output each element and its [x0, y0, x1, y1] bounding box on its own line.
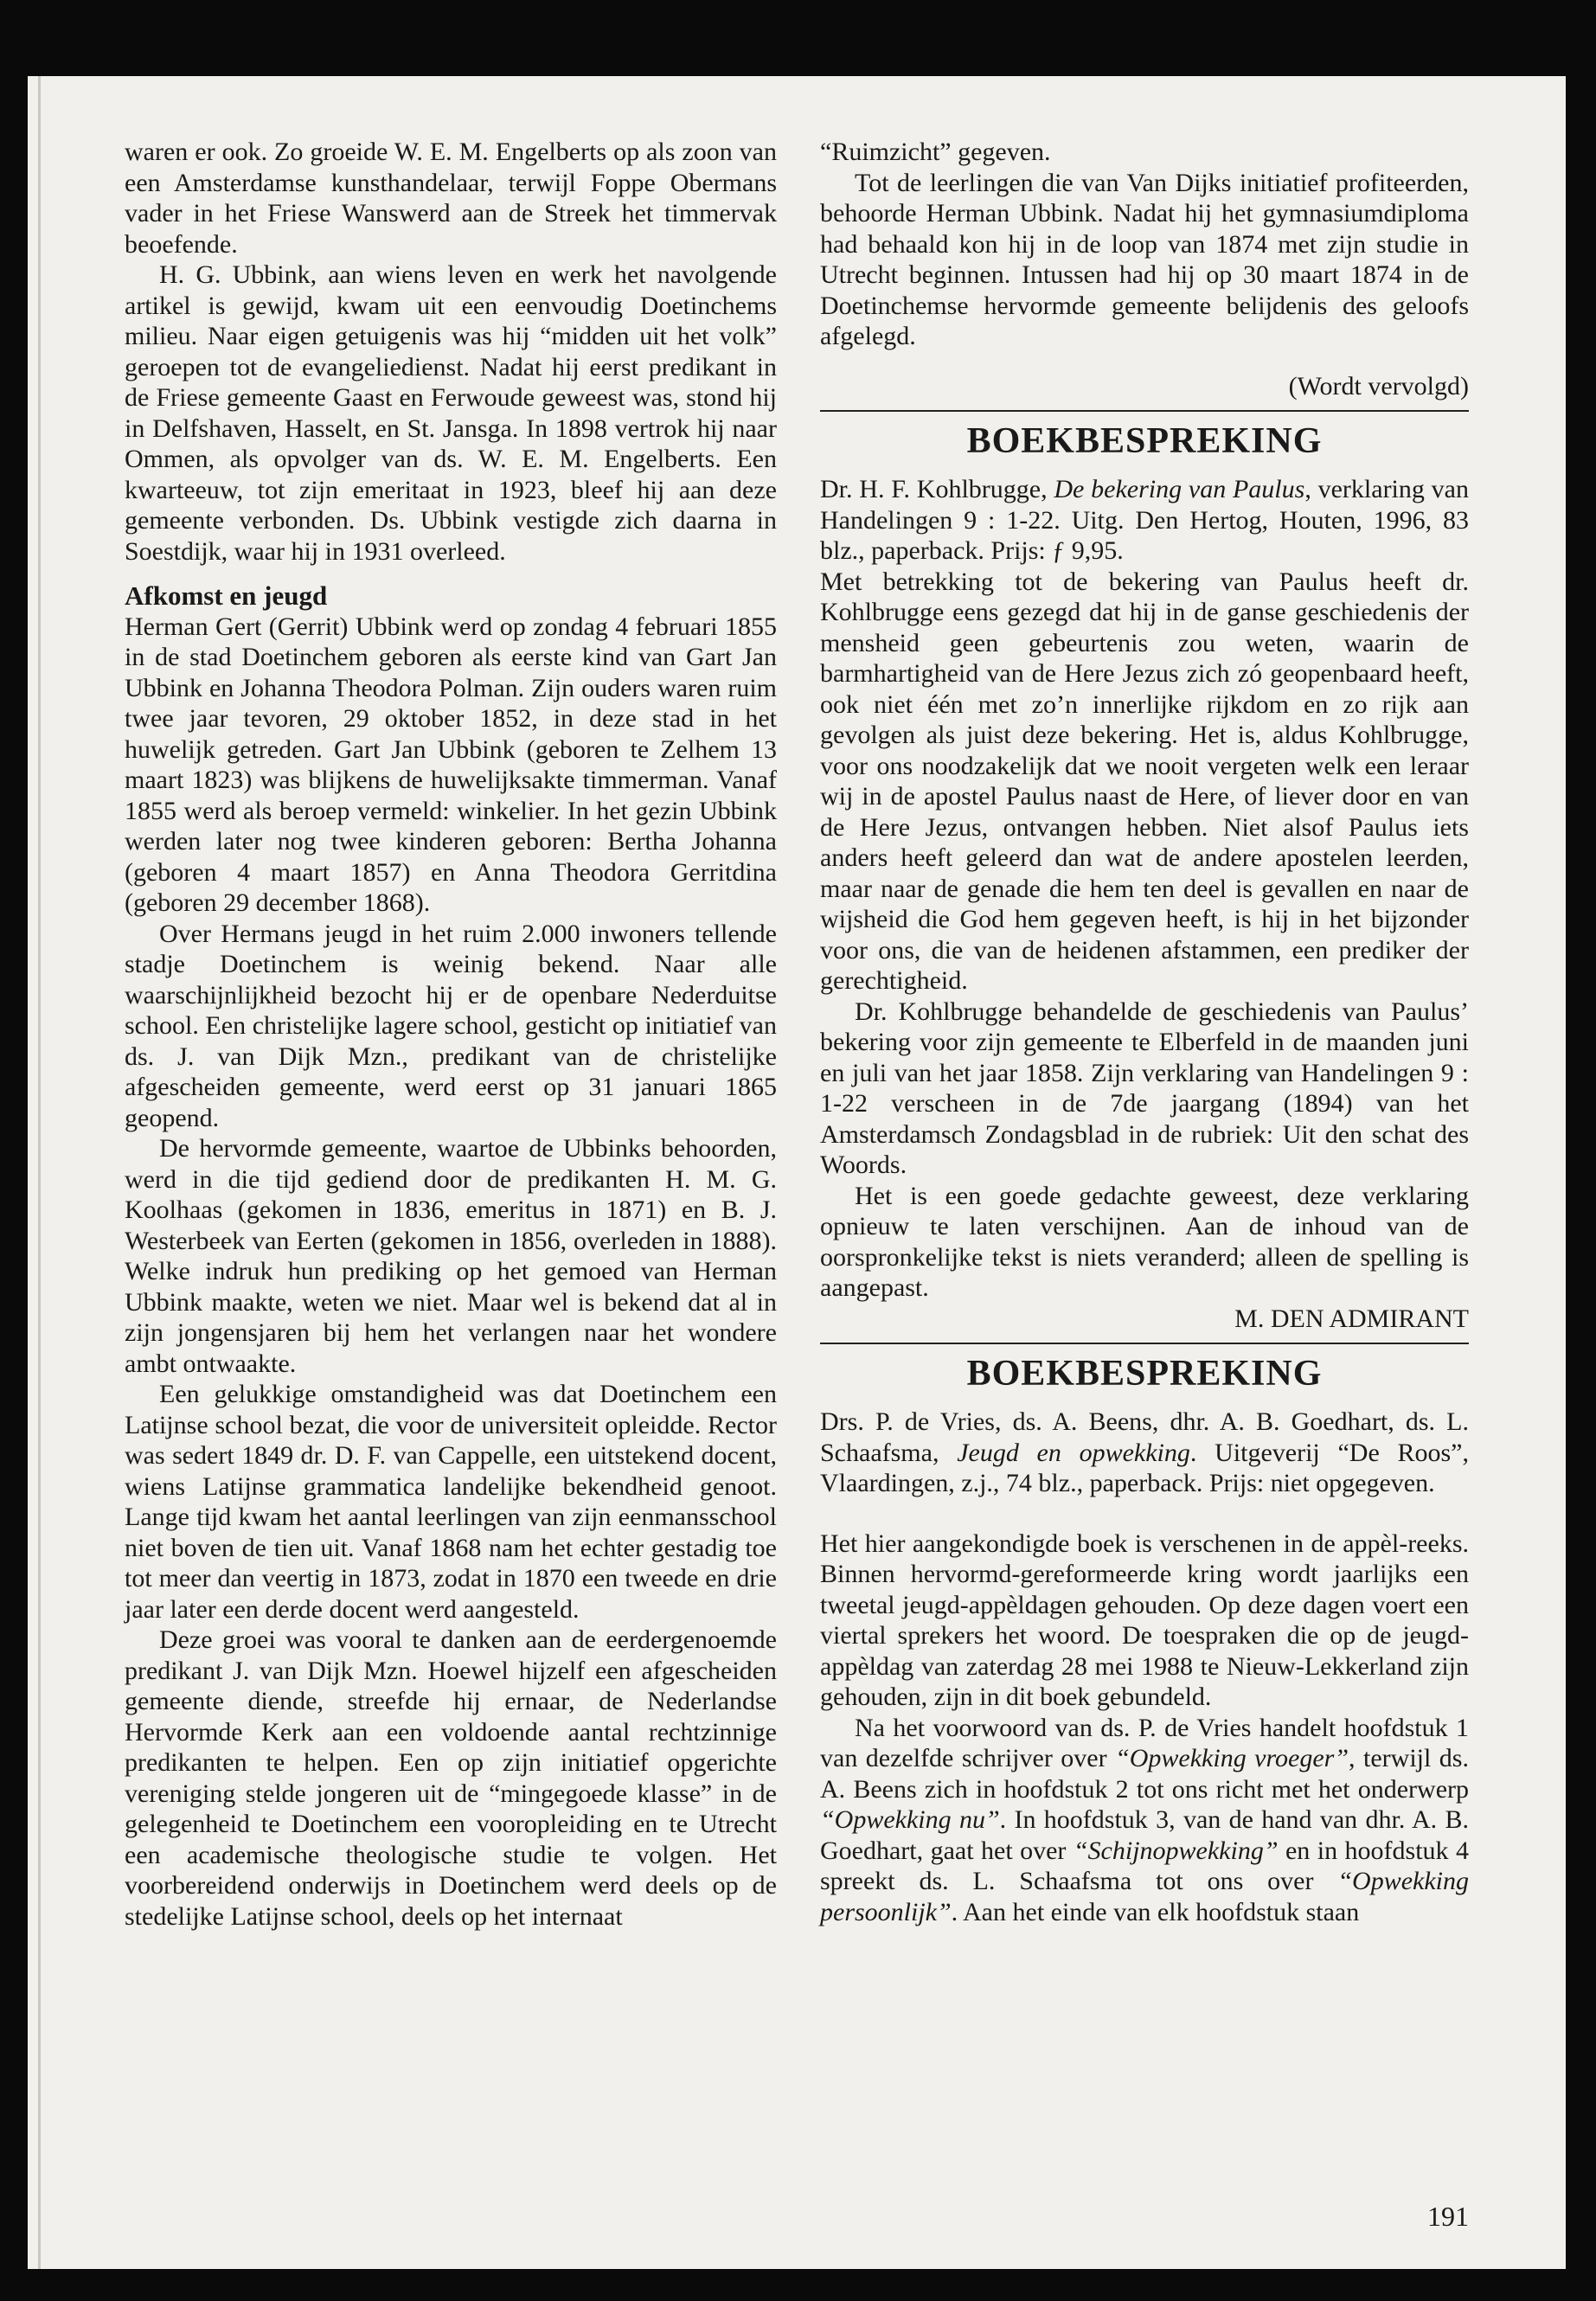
- paragraph: Herman Gert (Gerrit) Ubbink werd op zondag 4 februari 1855 in de stad Doetinchem geboren als eerste kind van Gart Jan Ubbink en Johanna Theodora Polman. Zijn ouders waren ruim twee jaar tevoren, 29 oktober 1852, in deze stad in het huwelijk getreden. Gart Jan Ubbink (geboren te Zelhem 13 maart 1823) was blijkens de huwelijksakte timmerman. Vanaf 1855 werd als beroep vermeld: winkelier. In het gezin Ubbink werden later nog twee kinderen geboren: Bertha Johanna (geboren 4 maart 1857) en Anna Theodora Gerritdina (geboren 29 december 1868).: [125, 612, 777, 917]
- page-number: 191: [1427, 2201, 1469, 2232]
- bibliography-details: , verklaring van Handelingen 9 : 1-22. Uitg. Den Hertog, Houten, 1996, 83 blz., paperback. Prijs: ƒ 9,95.: [820, 475, 1469, 565]
- review-bibliography: [820, 1407, 1469, 1499]
- paragraph: Met betrekking tot de bekering van Paulus heeft dr. Kohlbrugge eens gezegd dat hij in de ganse geschiedenis der mensheid geen gebeurtenis zou weten, waarin de barmhartigheid van de Here Jezus zich zó geopenbaard heeft, ook niet één met zo’n innerlijke rijkdom en zo rijk aan gevolgen als juist deze bekering. Het is, aldus Kohlbrugge, voor ons noodzakelijk dat we nooit vergeten welk een leraar wij in de apostel Paulus naast de Here, of liever door en van de Here Jezus, ontvangen hebben. Niet alsof Paulus iets anders heeft geleerd dan wat de andere apostelen leerden, maar naar de genade die hem ten deel is gevallen en naar de wijsheid die God hem gegeven heeft, is hij in het bijzonder voor ons, die van de heidenen afstammen, een prediker der gerechtigheid.: [820, 567, 1469, 995]
- divider: [820, 1343, 1469, 1344]
- chapter-title: “Opwekking persoonlijk”: [820, 1867, 1469, 1926]
- paragraph: Deze groei was vooral te danken aan de eerdergenoemde predikant J. van Dijk Mzn. Hoewel hijzelf een afgescheiden gemeente diende, streefde hij ernaar, de Nederlandse Hervormde Kerk aan een voldoende aantal rechtzinnige predikanten te helpen. Een op zijn initiatief opgerichte vereniging stelde jongeren uit de “mingegoede klasse” in de gelegenheid te Doetinchem een vooropleiding en te Utrecht een academische theologische studie te volgen. Het voorbereidend onderwijs in Doetinchem werd deels op de stedelijke Latijnse school, deels op het internaat: [125, 1625, 777, 1931]
- review-bibliography: [820, 474, 1469, 567]
- chapter-title: “Schijnopwekking”: [1073, 1836, 1279, 1865]
- page-edge-line: [38, 76, 41, 2269]
- review-author: M. DEN ADMIRANT: [1234, 1304, 1469, 1333]
- spacer: [820, 1499, 1469, 1529]
- paragraph: “Ruimzicht” gegeven.: [820, 138, 1051, 166]
- review-heading: BOEKBESPREKING: [966, 421, 1323, 461]
- text-run: . In hoofdstuk 3, van de hand van dhr. A. B. Goedhart, gaat het over: [820, 1805, 1470, 1865]
- paragraph: Over Hermans jeugd in het ruim 2.000 inwoners tellende stadje Doetinchem is weinig bekend. Naar alle waarschijnlijkheid bezocht hij er de openbare Nederduitse school. Een christelijke lagere school, gesticht op initiatief van ds. J. van Dijk Mzn., predikant van de christelijke afgescheiden gemeente, werd eerst op 31 januari 1865 geopend.: [125, 919, 777, 1132]
- paragraph: De hervormde gemeente, waartoe de Ubbinks behoorden, werd in die tijd gediend door de predikanten H. M. G. Koolhaas (gekomen in 1836, emeritus in 1871) en B. J. Westerbeek van Eerten (gekomen in 1856, overleden in 1888). Welke indruk hun prediking op het gemoed van Herman Ubbink maakte, weten we niet. Maar wel is bekend dat al in zijn jongensjaren bij hem het verlangen naar het wondere ambt ontwaakte.: [125, 1134, 777, 1378]
- paragraph: Het is een goede gedachte geweest, deze verklaring opnieuw te laten verschijnen. Aan de inhoud van de oorspronkelijke tekst is niets veranderd; alleen de spelling is aangepast.: [820, 1181, 1469, 1302]
- review-heading: BOEKBESPREKING: [966, 1354, 1323, 1394]
- text-run: Na het voorwoord van ds. P. de Vries handelt hoofdstuk 1 van dezelfde schrijver over: [820, 1713, 1469, 1772]
- text-run: en in hoofdstuk 4 spreekt ds. L. Schaafsma tot ons over: [820, 1836, 1470, 1895]
- bibliography-authors: Dr. H. F. Kohlbrugge,: [820, 475, 1054, 503]
- paragraph: waren er ook. Zo groeide W. E. M. Engelberts op als zoon van een Amsterdamse kunsthandelaar, terwijl Foppe Obermans vader in het Friese Wanswerd aan de Streek het timmervak beoefende.: [125, 138, 777, 259]
- chapter-title: “Opwekking nu”: [820, 1805, 1000, 1834]
- text-run: . Aan het einde van elk hoofdstuk staan: [951, 1897, 1360, 1926]
- chapter-title: “Opwekking vroeger”: [1115, 1744, 1349, 1772]
- section-subheading: Afkomst en jeugd: [125, 580, 328, 611]
- bibliography-authors: Drs. P. de Vries, ds. A. Beens, dhr. A. B. Goedhart, ds. L. Schaafsma,: [820, 1407, 1469, 1467]
- divider: [820, 410, 1469, 412]
- paragraph: [820, 1713, 1469, 1928]
- bibliography-details: . Uitgeverij “De Roos”, Vlaardingen, z.j., 74 blz., paperback. Prijs: niet opgegeven.: [820, 1438, 1470, 1497]
- book-title: Jeugd en opwekking: [957, 1438, 1190, 1467]
- text-run: , terwijl ds. A. Beens zich in hoofdstuk 2 tot ons richt met het onderwerp: [820, 1744, 1469, 1804]
- paragraph: Dr. Kohlbrugge behandelde de geschiedenis van Paulus’ bekering voor zijn gemeente te Elberfeld in de maanden juni en juli van het jaar 1858. Zijn verklaring van Handelingen 9 : 1-22 verscheen in de 7de jaargang (1894) van het Amsterdamsch Zondagsblad in de rubriek: Uit den schat des Woords.: [820, 997, 1469, 1179]
- left-column: [125, 137, 777, 1932]
- continued-note: (Wordt vervolgd): [1288, 371, 1469, 401]
- paragraph: Het hier aangekondigde boek is verschenen in de appèl-reeks. Binnen hervormd-gereformeerde kring wordt jaarlijks een tweetal jeugd-appèldagen gehouden. Op deze dagen voert een viertal sprekers het woord. De toespraken die op de jeugd-appèldag van zaterdag 28 mei 1988 te Nieuw-Lekkerland zijn gehouden, zijn in dit boek gebundeld.: [820, 1529, 1469, 1711]
- paragraph: Tot de leerlingen die van Van Dijks initiatief profiteerden, behoorde Herman Ubbink. Nadat hij het gymnasiumdiploma had behaald kon hij in de loop van 1874 met zijn studie in Utrecht beginnen. Intussen had hij op 30 maart 1874 in de Doetinchemse hervormde gemeente belijdenis des geloofs afgelegd.: [820, 168, 1469, 350]
- paragraph: Een gelukkige omstandigheid was dat Doetinchem een Latijnse school bezat, die voor de universiteit opleidde. Rector was sedert 1849 dr. D. F. van Cappelle, een uitstekend docent, wiens Latijnse grammatica landelijke bekendheid genoot. Lange tijd kwam het aantal leerlingen van zijn eenmansschool niet boven de tien uit. Vanaf 1868 nam het echter gestadig toe tot meer dan veertig in 1873, zodat in 1870 een tweede en drie jaar later een derde docent werd aangesteld.: [125, 1380, 777, 1624]
- book-title: De bekering van Paulus: [1054, 475, 1305, 503]
- right-column: [820, 137, 1469, 1927]
- page: [28, 76, 1566, 2269]
- paragraph: H. G. Ubbink, aan wiens leven en werk het navolgende artikel is gewijd, kwam uit een eenvoudig Doetinchems milieu. Naar eigen getuigenis was hij “midden uit het volk” geroepen tot de evangeliedienst. Nadat hij eerst predikant in de Friese gemeente Gaast en Ferwoude geweest was, stond hij in Delfshaven, Hasselt, en St. Jansga. In 1898 vertrok hij naar Ommen, als opvolger van ds. W. E. M. Engelberts. Een kwarteeuw, tot zijn emeritaat in 1923, bleef hij aan deze gemeente verbonden. Ds. Ubbink vestigde zich daarna in Soestdijk, waar hij in 1931 overleed.: [125, 260, 777, 566]
